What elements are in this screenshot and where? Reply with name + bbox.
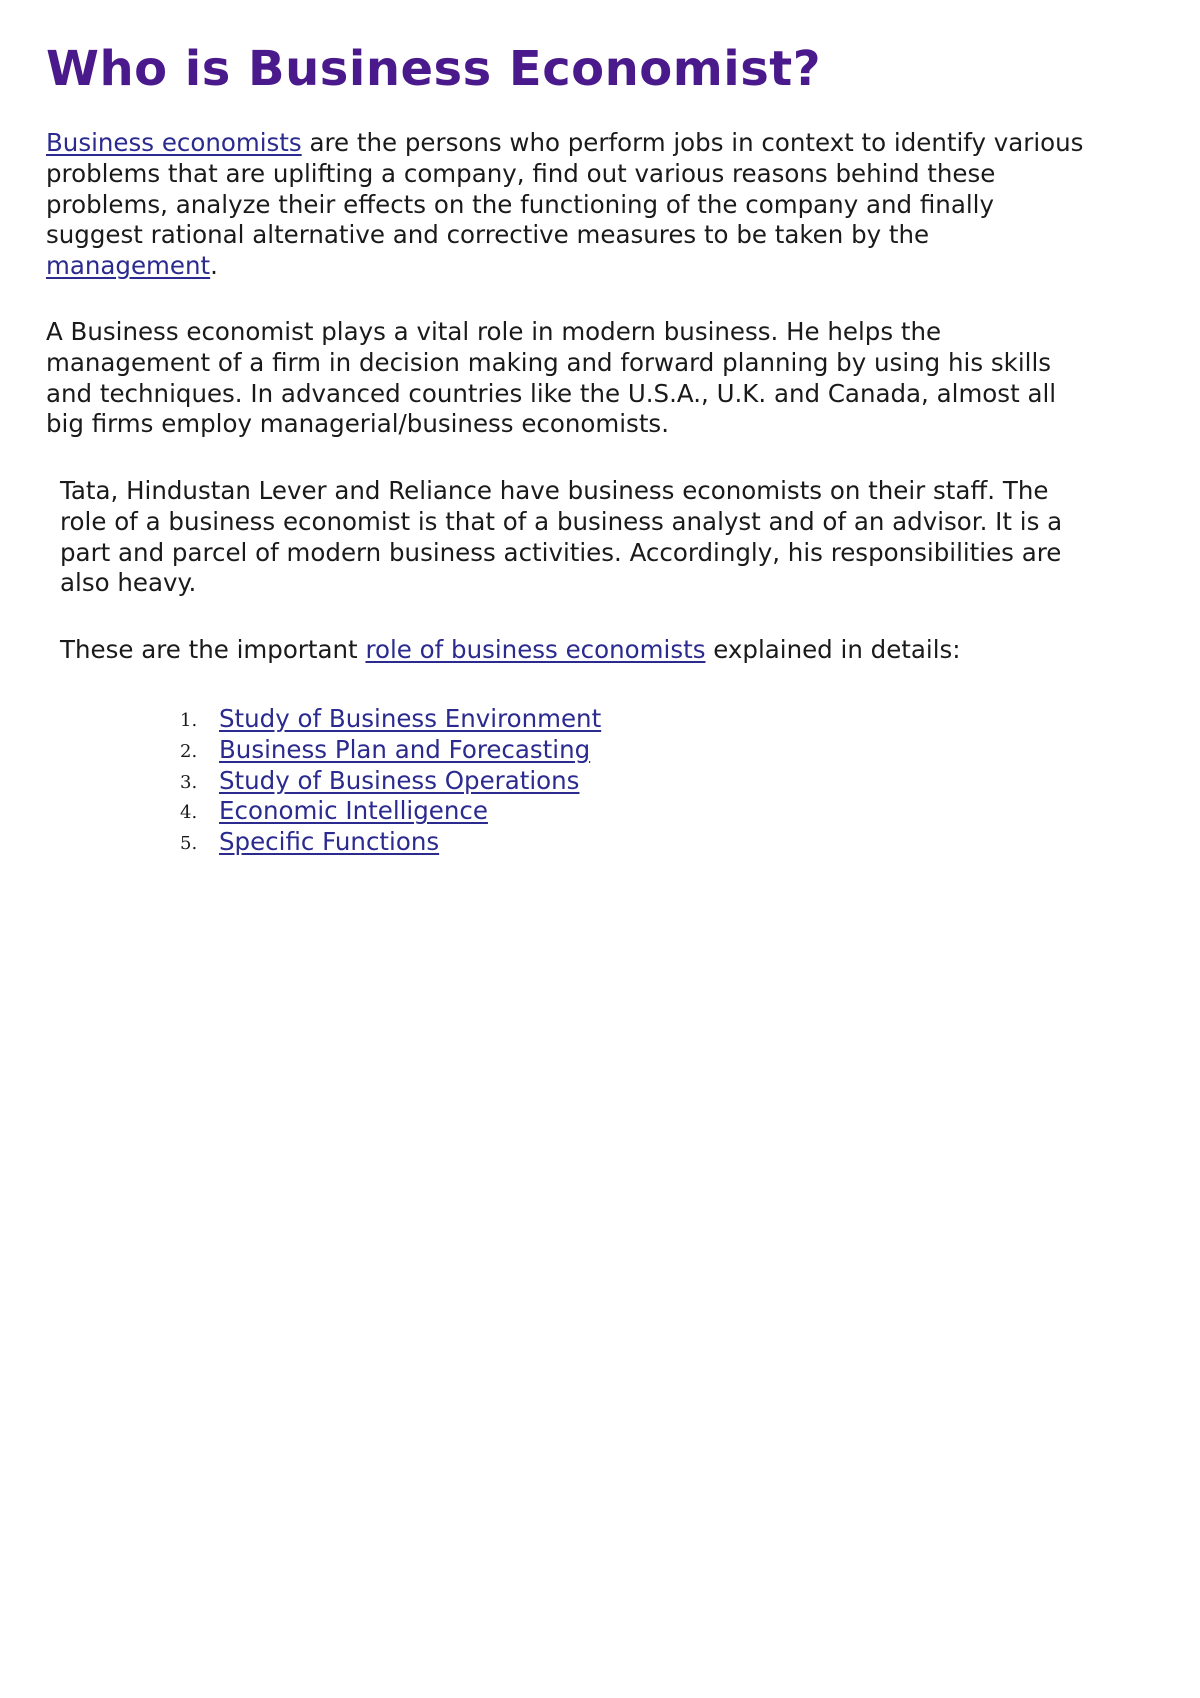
list-item bbox=[180, 735, 601, 766]
paragraph-roles-intro bbox=[60, 635, 1080, 666]
page-title: Who is Business Economist? bbox=[46, 41, 822, 97]
link-business-economists[interactable]: Business economists bbox=[46, 128, 302, 157]
roles-list bbox=[180, 704, 601, 858]
paragraph-vital-role: A Business economist plays a vital role in modern business. He helps the management of a firm in decision making and forward planning by using his skills and techniques. In advanced countries like the U.S.A., U.K. and Canada, almost all big firms employ managerial/business economists. bbox=[46, 317, 1057, 439]
list-number: 1. bbox=[180, 710, 198, 731]
link-specific-functions[interactable]: Specific Functions bbox=[219, 827, 440, 857]
paragraph-roles-intro-text: These are the important bbox=[60, 635, 366, 664]
list-item bbox=[180, 704, 601, 735]
list-item bbox=[180, 766, 601, 797]
paragraph-firms: Tata, Hindustan Lever and Reliance have business economists on their staff. The role of a business economist is that of a business analyst and of an advisor. It is a part and parcel of modern business activities. Accordingly, his responsibilities are also heavy. bbox=[60, 476, 1063, 598]
list-number: 4. bbox=[180, 802, 198, 824]
list-item bbox=[180, 827, 601, 858]
list-number: 5. bbox=[180, 833, 198, 855]
paragraph-definition bbox=[46, 128, 1086, 282]
paragraph-roles-intro-end: explained in details: bbox=[705, 635, 961, 664]
paragraph-definition-end: . bbox=[210, 251, 218, 281]
link-role-of-business-economists[interactable]: role of business economists bbox=[365, 635, 706, 664]
link-management[interactable]: management bbox=[46, 251, 211, 281]
list-number: 3. bbox=[180, 771, 198, 793]
link-study-of-business-operations[interactable]: Study of Business Operations bbox=[219, 765, 580, 795]
list-number: 2. bbox=[180, 740, 198, 762]
link-study-of-business-environment[interactable]: Study of Business Environment bbox=[219, 704, 602, 733]
link-business-plan-and-forecasting[interactable]: Business Plan and Forecasting bbox=[219, 734, 591, 764]
list-item bbox=[180, 796, 601, 827]
link-economic-intelligence[interactable]: Economic Intelligence bbox=[219, 796, 488, 826]
paragraph-definition-text: are the persons who perform jobs in context to identify various problems that are uplifting a company, find out various reasons behind these problems, analyze their effects on the functioning of the company and finally suggest rational alternative and corrective measures to be taken by the bbox=[46, 128, 1084, 250]
